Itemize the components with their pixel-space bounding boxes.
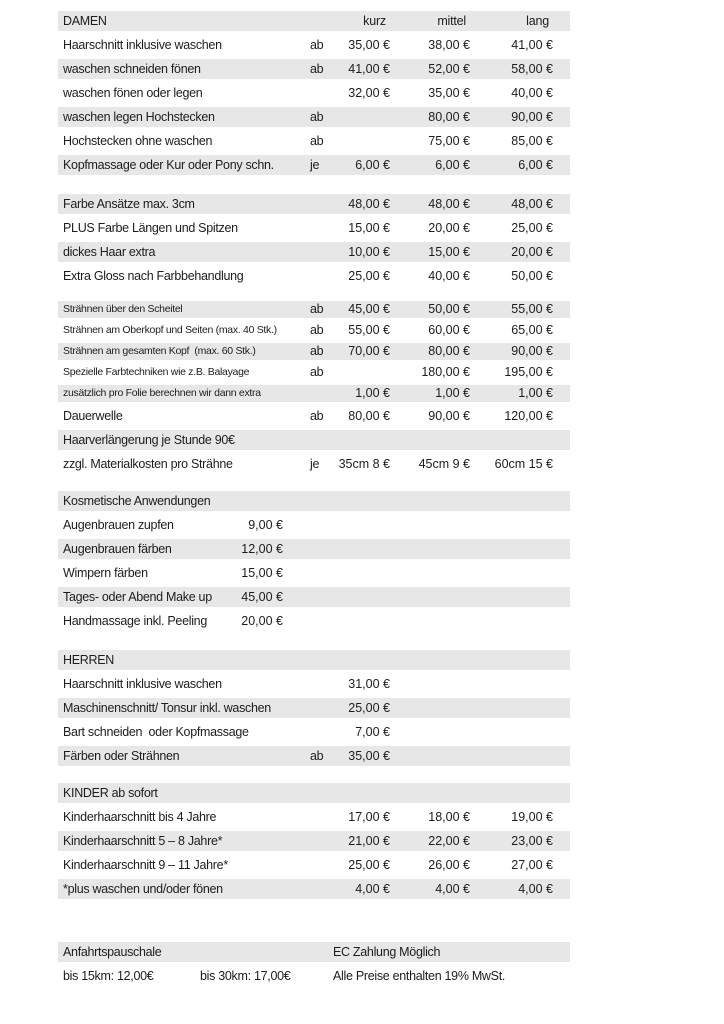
price-value: 27,00 €	[511, 858, 553, 872]
price-qualifier	[310, 672, 336, 696]
table-row	[58, 744, 570, 768]
price-value: 25,00 €	[348, 858, 390, 872]
price-qualifier: ab	[310, 323, 324, 337]
section-footer	[58, 940, 570, 988]
price-value: 25,00 €	[511, 221, 553, 235]
footer-left-title: Anfahrtspauschale	[63, 945, 162, 959]
table-row	[58, 513, 570, 537]
price-qualifier: ab	[310, 38, 324, 52]
table-row	[58, 720, 570, 744]
price-value: 18,00 €	[428, 810, 470, 824]
price-value: 35,00 €	[428, 86, 470, 100]
table-row	[58, 877, 570, 901]
section-kosmetik	[58, 489, 570, 633]
price-value: 55,00 €	[511, 302, 553, 316]
section-title: Kosmetische Anwendungen	[63, 494, 211, 508]
price-qualifier	[310, 216, 336, 240]
price-value: 4,00 €	[435, 882, 470, 896]
price-qualifier	[310, 240, 336, 264]
price-value: 55,00 €	[348, 323, 390, 337]
price-value	[336, 105, 392, 129]
price-value: 35,00 €	[348, 38, 390, 52]
service-label: waschen fönen oder legen	[63, 86, 203, 100]
price-qualifier: ab	[310, 344, 324, 358]
section-damen	[58, 9, 570, 177]
price-value: 80,00 €	[348, 409, 390, 423]
table-row	[58, 153, 570, 177]
price-value: 45,00 €	[348, 302, 390, 316]
price-value: 32,00 €	[348, 86, 390, 100]
service-label: Spezielle Farbtechniken wie z.B. Balayage	[63, 366, 250, 378]
table-row	[58, 561, 570, 585]
service-label: Extra Gloss nach Farbbehandlung	[63, 269, 244, 283]
price-value: 50,00 €	[511, 269, 553, 283]
price-value: 31,00 €	[348, 677, 390, 691]
qualifier-spacer	[310, 9, 336, 33]
service-label: Wimpern färben	[63, 566, 148, 580]
price-qualifier	[310, 81, 336, 105]
price-qualifier: ab	[310, 365, 324, 379]
price-qualifier	[310, 805, 336, 829]
price-qualifier: ab	[310, 134, 324, 148]
table-row	[58, 362, 570, 383]
service-label: Dauerwelle	[63, 409, 123, 423]
price-value: 48,00 €	[511, 197, 553, 211]
price-value: 6,00 €	[435, 158, 470, 172]
columns-header-row	[58, 9, 570, 33]
price-value: 25,00 €	[348, 701, 390, 715]
price-value: 60,00 €	[428, 323, 470, 337]
note-label: Haarverlängerung je Stunde 90€	[63, 433, 235, 447]
table-row	[58, 609, 570, 633]
price-value: 25,00 €	[348, 269, 390, 283]
service-label: PLUS Farbe Längen und Spitzen	[63, 221, 238, 235]
price-value	[392, 672, 472, 696]
section-gap	[58, 177, 570, 192]
section-header-row	[58, 781, 570, 805]
price-value: 90,00 €	[511, 344, 553, 358]
price-value: 60cm 15 €	[494, 457, 553, 471]
section-kinder	[58, 781, 570, 901]
section-title: HERREN	[63, 653, 114, 667]
price-value: 15,00 €	[241, 566, 283, 580]
price-qualifier	[310, 720, 336, 744]
service-label: zusätzlich pro Folie berechnen wir dann extra	[63, 387, 261, 399]
table-row	[58, 216, 570, 240]
service-label: zzgl. Materialkosten pro Strähne	[63, 457, 233, 471]
price-value	[336, 362, 392, 383]
price-qualifier	[310, 696, 336, 720]
price-value: 23,00 €	[511, 834, 553, 848]
price-value: 1,00 €	[435, 386, 470, 400]
price-value: 180,00 €	[421, 365, 470, 379]
service-label: Strähnen am gesamten Kopf (max. 60 Stk.)	[63, 345, 256, 357]
table-row	[58, 585, 570, 609]
service-label: Bart schneiden oder Kopfmassage	[63, 725, 249, 739]
service-label: Hochstecken ohne waschen	[63, 134, 213, 148]
section-gap	[58, 633, 570, 648]
price-value: 35cm 8 €	[338, 457, 390, 471]
price-value: 80,00 €	[428, 110, 470, 124]
table-row	[58, 240, 570, 264]
section-header-row	[58, 648, 570, 672]
section-gap	[58, 476, 570, 489]
table-row	[58, 81, 570, 105]
table-row	[58, 299, 570, 320]
table-row	[58, 537, 570, 561]
footer-value: Alle Preise enthalten 19% MwSt.	[333, 969, 506, 983]
service-label: Kinderhaarschnitt 9 – 11 Jahre*	[63, 858, 228, 872]
price-qualifier: ab	[310, 302, 324, 316]
price-qualifier	[310, 192, 336, 216]
price-value: 12,00 €	[241, 542, 283, 556]
price-value	[472, 672, 555, 696]
column-title: mittel	[437, 14, 466, 28]
section-title: KINDER ab sofort	[63, 786, 158, 800]
service-label: Kopfmassage oder Kur oder Pony schn.	[63, 158, 274, 172]
table-row	[58, 452, 570, 476]
price-qualifier	[310, 829, 336, 853]
price-value: 19,00 €	[511, 810, 553, 824]
price-value: 52,00 €	[428, 62, 470, 76]
price-value: 1,00 €	[355, 386, 390, 400]
price-value: 20,00 €	[241, 614, 283, 628]
price-value: 48,00 €	[348, 197, 390, 211]
footer-value: bis 30km: 17,00€	[200, 969, 291, 983]
service-label: Kinderhaarschnitt bis 4 Jahre	[63, 810, 217, 824]
service-label: Haarschnitt inklusive waschen	[63, 38, 222, 52]
price-value: 65,00 €	[511, 323, 553, 337]
price-qualifier: ab	[310, 749, 324, 763]
table-row	[58, 805, 570, 829]
section-gap	[58, 901, 570, 940]
price-table	[58, 9, 570, 988]
price-qualifier	[310, 264, 336, 288]
table-row	[58, 320, 570, 341]
table-row	[58, 33, 570, 57]
section-herren	[58, 648, 570, 768]
service-label: dickes Haar extra	[63, 245, 156, 259]
service-label: *plus waschen und/oder fönen	[63, 882, 223, 896]
price-value	[472, 720, 555, 744]
price-value: 40,00 €	[511, 86, 553, 100]
price-qualifier: je	[310, 457, 320, 471]
price-value: 20,00 €	[428, 221, 470, 235]
service-label: Kinderhaarschnitt 5 – 8 Jahre*	[63, 834, 223, 848]
price-value: 195,00 €	[504, 365, 553, 379]
price-value: 45cm 9 €	[418, 457, 470, 471]
table-row	[58, 192, 570, 216]
price-value: 15,00 €	[348, 221, 390, 235]
footer-header-row	[58, 940, 570, 964]
price-qualifier	[310, 383, 336, 404]
price-value: 70,00 €	[348, 344, 390, 358]
table-row	[58, 383, 570, 404]
price-value: 35,00 €	[348, 749, 390, 763]
table-row	[58, 264, 570, 288]
price-value: 22,00 €	[428, 834, 470, 848]
service-label: Tages- oder Abend Make up	[63, 590, 212, 604]
service-label: Färben oder Strähnen	[63, 749, 180, 763]
section-header-row	[58, 489, 570, 513]
table-row	[58, 341, 570, 362]
note-row	[58, 428, 570, 452]
price-value	[392, 696, 472, 720]
service-label: waschen legen Hochstecken	[63, 110, 215, 124]
table-row	[58, 829, 570, 853]
price-value: 21,00 €	[348, 834, 390, 848]
service-label: Haarschnitt inklusive waschen	[63, 677, 222, 691]
service-label: Maschinenschnitt/ Tonsur inkl. waschen	[63, 701, 271, 715]
price-value	[472, 696, 555, 720]
table-row	[58, 404, 570, 428]
section-gap	[58, 768, 570, 781]
price-value: 4,00 €	[355, 882, 390, 896]
price-value	[392, 744, 472, 768]
price-value: 38,00 €	[428, 38, 470, 52]
price-value: 15,00 €	[428, 245, 470, 259]
price-qualifier: ab	[310, 110, 324, 124]
price-qualifier: je	[310, 158, 320, 172]
footer-right-title: EC Zahlung Möglich	[333, 945, 441, 959]
footer-value: bis 15km: 12,00€	[63, 969, 154, 983]
price-value: 58,00 €	[511, 62, 553, 76]
price-value: 85,00 €	[511, 134, 553, 148]
price-value: 10,00 €	[348, 245, 390, 259]
price-value: 90,00 €	[428, 409, 470, 423]
price-value: 50,00 €	[428, 302, 470, 316]
price-qualifier	[310, 877, 336, 901]
price-value: 120,00 €	[504, 409, 553, 423]
service-label: Strähnen über den Scheitel	[63, 303, 183, 315]
price-qualifier	[310, 853, 336, 877]
price-value: 40,00 €	[428, 269, 470, 283]
table-row	[58, 105, 570, 129]
price-value	[392, 720, 472, 744]
price-value: 75,00 €	[428, 134, 470, 148]
table-row	[58, 696, 570, 720]
price-value: 80,00 €	[428, 344, 470, 358]
price-value: 26,00 €	[428, 858, 470, 872]
table-row	[58, 672, 570, 696]
table-row	[58, 57, 570, 81]
table-row	[58, 129, 570, 153]
price-value: 45,00 €	[241, 590, 283, 604]
section-gap	[58, 288, 570, 299]
service-label: waschen schneiden fönen	[63, 62, 201, 76]
price-value: 7,00 €	[355, 725, 390, 739]
price-value: 6,00 €	[355, 158, 390, 172]
price-value: 48,00 €	[428, 197, 470, 211]
section-straehnen	[58, 299, 570, 476]
column-title: kurz	[363, 14, 386, 28]
service-label: Augenbrauen färben	[63, 542, 172, 556]
service-label: Handmassage inkl. Peeling	[63, 614, 207, 628]
price-value: 1,00 €	[518, 386, 553, 400]
price-value	[472, 744, 555, 768]
price-value: 90,00 €	[511, 110, 553, 124]
section-title: DAMEN	[63, 14, 107, 28]
service-label: Augenbrauen zupfen	[63, 518, 174, 532]
price-value: 20,00 €	[511, 245, 553, 259]
price-value: 17,00 €	[348, 810, 390, 824]
section-farbe	[58, 192, 570, 288]
service-label: Strähnen am Oberkopf und Seiten (max. 40 Stk.)	[63, 324, 277, 336]
footer-data-row	[58, 964, 570, 988]
price-value: 9,00 €	[248, 518, 283, 532]
price-value: 41,00 €	[511, 38, 553, 52]
price-value: 4,00 €	[518, 882, 553, 896]
column-title: lang	[526, 14, 549, 28]
price-value: 6,00 €	[518, 158, 553, 172]
price-qualifier: ab	[310, 62, 324, 76]
price-value	[336, 129, 392, 153]
service-label: Farbe Ansätze max. 3cm	[63, 197, 195, 211]
price-value: 41,00 €	[348, 62, 390, 76]
price-qualifier: ab	[310, 409, 324, 423]
table-row	[58, 853, 570, 877]
